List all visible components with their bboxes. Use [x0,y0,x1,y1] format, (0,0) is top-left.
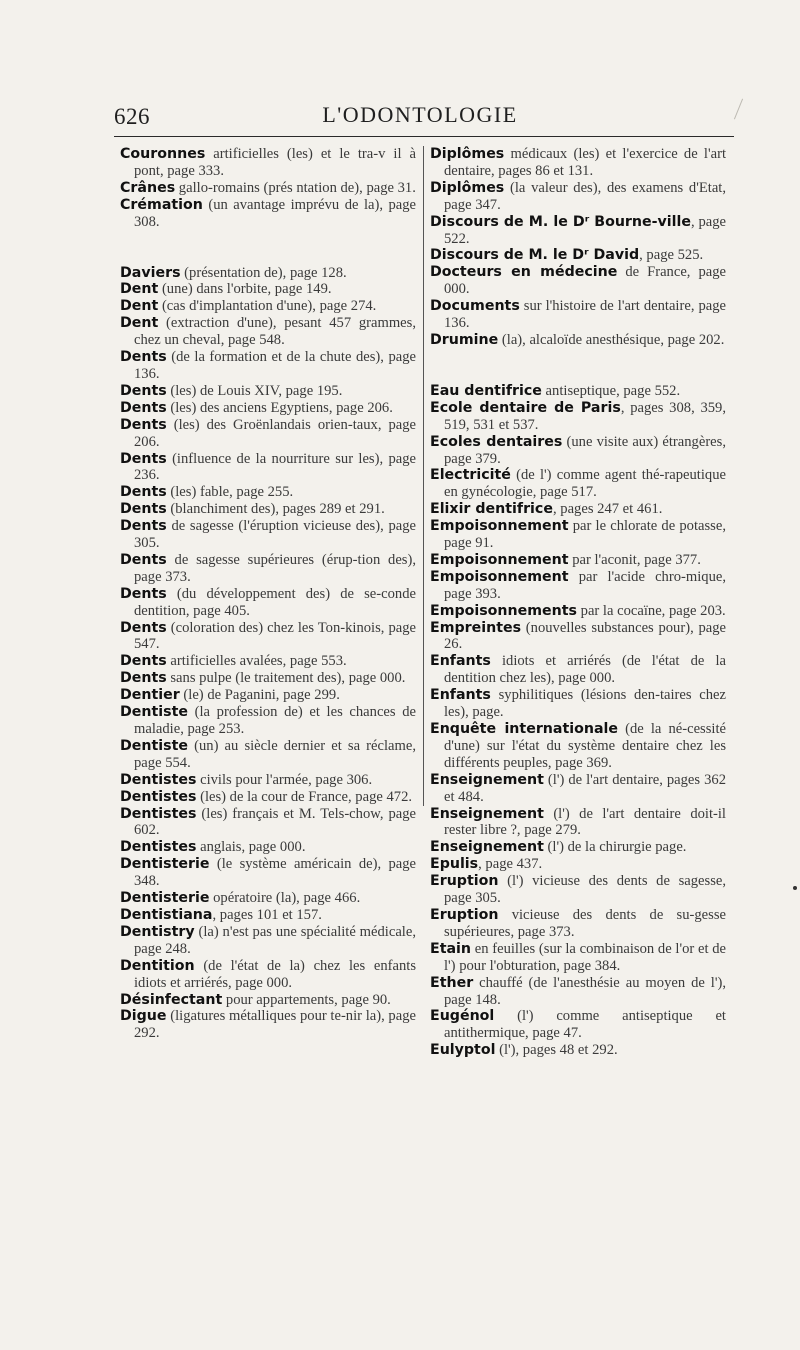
index-entry [430,856,726,873]
index-reference: (l') de l'art dentaire doit-il rester libre ?, page 279. [444,805,726,839]
index-entry [430,467,726,501]
index-term: Dentistiana [120,906,213,923]
index-term: Enfants [430,687,491,704]
index-entry [430,620,726,654]
index-reference: pour appartements, page 90. [222,991,391,1008]
index-entry [120,518,416,552]
index-entry [120,958,416,992]
index-entry [120,265,416,282]
index-entry [120,197,416,231]
index-entry [430,653,726,687]
index-entry [120,856,416,890]
index-entry [120,298,416,315]
index-term: Dents [120,670,167,687]
index-term: Discours de M. le Dʳ Bourne-ville [430,213,691,230]
index-entry [430,1008,726,1042]
index-term: Eugénol [430,1008,495,1025]
index-term: Dentistes [120,771,197,788]
index-term: Dents [120,501,167,518]
index-entry [430,400,726,434]
index-term: Dentisterie [120,856,210,873]
index-term: Discours de M. le Dʳ David [430,247,640,264]
index-term: Empoisonnement [430,518,569,535]
index-reference: , pages 308, 359, 519, 531 et 537. [444,399,727,433]
index-reference: sur l'histoire de l'art dentaire, page 136. [444,298,726,332]
index-reference: sans pulpe (le traitement des), page 000. [166,670,406,687]
index-reference: artificielles (les) et le tra-v il à pont, page 333. [134,146,416,179]
index-reference: , pages 101 et 157. [212,906,322,923]
index-entry [430,180,726,214]
ink-speck [793,886,797,890]
index-reference: antiseptique, page 552. [541,382,681,399]
index-entry [430,214,726,248]
index-entry [120,907,416,924]
index-entry [120,180,416,197]
index-term: Empoisonnement [430,568,569,585]
index-term: Etain [430,940,472,957]
letter-section-gap [430,349,726,383]
index-term: Dents [120,585,167,602]
index-reference: (un avantage imprévu de la), page 308. [134,196,416,230]
index-entry [120,501,416,518]
index-term: Dentisterie [120,890,210,907]
index-entry [430,687,726,721]
index-reference: (un) au siècle dernier et sa réclame, page 554. [134,737,416,771]
index-reference: opératoire (la), page 466. [209,890,361,907]
index-reference: (la profession de) et les chances de maladie, page 253. [134,704,416,737]
index-term: Couronnes [120,146,206,162]
index-term: Enfants [430,653,491,670]
index-term: Dentistes [120,805,197,822]
index-entry [120,670,416,687]
index-reference: (le) de Paganini, page 299. [179,687,340,704]
index-reference: par la cocaïne, page 203. [577,602,726,619]
index-term: Empoisonnement [430,551,569,568]
index-reference: , page 525. [639,247,704,264]
index-entry [120,586,416,620]
index-reference: (ligatures métalliques pour te-nir la), page 292. [134,1008,416,1042]
letter-section-gap [120,231,416,265]
index-term: Dents [120,450,167,467]
index-term: Eau dentifrice [430,382,542,399]
index-term: Dentistry [120,923,195,940]
index-entry [120,281,416,298]
index-term: Enseignement [430,839,544,856]
index-reference: (présentation de), page 128. [180,264,347,281]
index-reference: idiots et arriérés (de l'état de la dentition chez les), page 000. [444,653,726,687]
index-reference: (l'), pages 48 et 292. [495,1042,618,1059]
index-entry [120,400,416,417]
index-reference: (le système américain de), page 348. [134,856,416,890]
index-term: Désinfectant [120,991,223,1008]
index-term: Crânes [120,179,176,196]
index-reference: (de l') comme agent thé-rapeutique en gynécologie, page 517. [444,467,726,501]
index-term: Eruption [430,873,499,890]
index-entry [430,569,726,603]
index-reference: (les) fable, page 255. [166,484,294,501]
page-number: 626 [114,104,150,129]
index-entry [120,738,416,772]
index-term: Crémation [120,196,203,213]
index-term: Dentistes [120,839,197,856]
right-index-column [430,146,726,1059]
index-reference: (les) de la cour de France, page 472. [196,788,413,805]
index-term: Dents [120,653,167,670]
index-reference: (coloration des) chez les Ton-kinois, page 547. [134,619,416,653]
index-term: Drumine [430,331,499,348]
index-entry [430,907,726,941]
index-reference: par l'acide chro-mique, page 393. [444,568,726,602]
index-term: Dents [120,416,167,433]
index-entry [430,839,726,856]
index-term: Diplômes [430,146,505,162]
index-term: Enquête internationale [430,721,619,737]
index-reference: (de l'état de la) chez les enfants idiots et arriérés, page 000. [134,957,416,991]
index-reference: par le chlorate de potasse, page 91. [444,518,726,552]
index-term: Eruption [430,906,499,923]
index-entry [120,992,416,1009]
index-reference: gallo-romains (prés ntation de), page 31. [175,179,416,196]
index-reference: (de la né-cessité d'une) sur l'état du système dentaire chez les différents peuples, page 369. [444,721,726,771]
index-entry [120,687,416,704]
index-reference: , page 437. [478,856,543,873]
index-reference: par l'aconit, page 377. [568,551,701,568]
index-reference: (les) des Groënlandais orien-taux, page 206. [134,416,416,450]
index-term: Dentition [120,957,195,974]
index-entry [430,298,726,332]
index-reference: , pages 247 et 461. [552,501,663,518]
index-reference: de sagesse supérieures (érup-tion des), page 373. [134,551,416,585]
index-entry [120,146,416,180]
index-entry [430,383,726,400]
index-entry [120,704,416,738]
index-reference: (influence de la nourriture sur les), page 236. [134,450,416,484]
index-term: Dentier [120,687,180,704]
column-divider [423,146,424,806]
index-reference: (la), alcaloïde anesthésique, page 202. [498,331,725,348]
index-reference: de France, page 000. [444,264,726,298]
index-entry [120,484,416,501]
index-reference: de sagesse (l'éruption vicieuse des), page 305. [134,518,416,552]
index-reference: (l') comme antiseptique et antithermique, page 47. [444,1008,726,1042]
index-reference: (la) n'est pas une spécialité médicale, page 248. [134,923,416,957]
index-entry [120,839,416,856]
index-entry [430,332,726,349]
index-entry [120,1008,416,1042]
index-reference: médicaux (les) et l'exercice de l'art dentaire, pages 86 et 131. [444,146,726,179]
index-term: Dents [120,399,167,416]
header-rule [114,136,734,137]
index-term: Dents [120,484,167,501]
index-reference: (extraction d'une), pesant 457 grammes, chez un cheval, page 548. [134,315,416,349]
index-reference: (nouvelles substances pour), page 26. [444,619,726,653]
index-term: Digue [120,1008,167,1025]
index-reference: (une) dans l'orbite, page 149. [158,281,332,298]
index-entry [430,873,726,907]
index-term: Dentiste [120,737,188,754]
index-reference: artificielles avalées, page 553. [166,653,347,670]
index-reference: chauffé (de l'anesthésie au moyen de l'), page 148. [444,974,726,1008]
index-reference: (une visite aux) étrangères, page 379. [444,433,726,467]
index-entry [120,772,416,789]
index-entry [120,620,416,654]
index-reference: (du développement des) de se-conde dentition, page 405. [134,585,416,619]
index-term: Dents [120,619,167,636]
index-term: Electricité [430,467,511,484]
index-entry [120,789,416,806]
index-entry [430,721,726,772]
index-term: Dent [120,281,159,298]
index-reference: civils pour l'armée, page 306. [196,771,373,788]
index-entry [430,975,726,1009]
index-term: Dents [120,382,167,399]
index-entry [120,924,416,958]
index-term: Eulyptol [430,1042,496,1059]
index-entry [430,247,726,264]
index-term: Enseignement [430,771,544,788]
index-entry [430,264,726,298]
index-reference: (la valeur des), des examens d'Etat, page 347. [444,179,726,213]
index-reference: (les) de Louis XIV, page 195. [166,382,343,399]
index-reference: syphilitiques (lésions den-taires chez les), page. [444,687,726,721]
index-reference: (l') de la chirurgie page. [543,839,687,856]
index-entry [430,501,726,518]
index-entry [120,417,416,451]
index-entry [120,653,416,670]
index-reference: , page 522. [444,213,726,247]
index-reference: (cas d'implantation d'une), page 274. [158,298,377,315]
running-title: L'ODONTOLOGIE [322,102,518,127]
index-term: Ether [430,974,474,991]
index-reference: en feuilles (sur la combinaison de l'or et de l') pour l'obturation, page 384. [444,940,726,974]
index-reference: (les) des anciens Egyptiens, page 206. [166,399,393,416]
index-entry [120,552,416,586]
left-index-column [120,146,416,1042]
index-entry [430,941,726,975]
index-term: Dents [120,518,167,535]
index-entry [430,552,726,569]
index-term: Dent [120,315,159,332]
index-entry [120,315,416,349]
index-entry [430,518,726,552]
index-reference: (l') vicieuse des dents de sagesse, page 305. [444,873,726,907]
index-reference: (blanchiment des), pages 289 et 291. [166,501,385,518]
index-term: Dent [120,298,159,315]
index-term: Ecole dentaire de Paris [430,399,621,416]
index-reference: (de la formation et de la chute des), page 136. [134,349,416,382]
index-term: Dents [120,551,167,568]
index-entry [120,890,416,907]
index-term: Documents [430,298,520,315]
index-reference: (les) français et M. Tels-chow, page 602. [134,805,416,839]
index-entry [430,603,726,620]
index-reference: anglais, page 000. [196,839,306,856]
index-reference: (l') de l'art dentaire, pages 362 et 484. [444,771,726,805]
index-entry [430,146,726,180]
index-entry [430,434,726,468]
index-entry [430,772,726,806]
index-term: Ecoles dentaires [430,433,563,450]
index-entry [120,806,416,840]
index-term: Epulis [430,856,479,873]
index-term: Dentistes [120,788,197,805]
index-entry [120,451,416,485]
index-term: Elixir dentifrice [430,501,553,518]
index-term: Dentiste [120,704,188,721]
index-term: Empoisonnements [430,602,577,619]
index-term: Docteurs en médecine [430,264,618,281]
index-reference: vicieuse des dents de su-gesse supérieures, page 373. [444,906,726,940]
index-term: Diplômes [430,179,505,196]
index-entry [430,1042,726,1059]
index-term: Empreintes [430,619,522,636]
index-term: Dents [120,349,167,366]
index-term: Enseignement [430,805,544,822]
index-entry [120,349,416,383]
index-entry [430,806,726,840]
index-entry [120,383,416,400]
index-term: Daviers [120,264,181,281]
